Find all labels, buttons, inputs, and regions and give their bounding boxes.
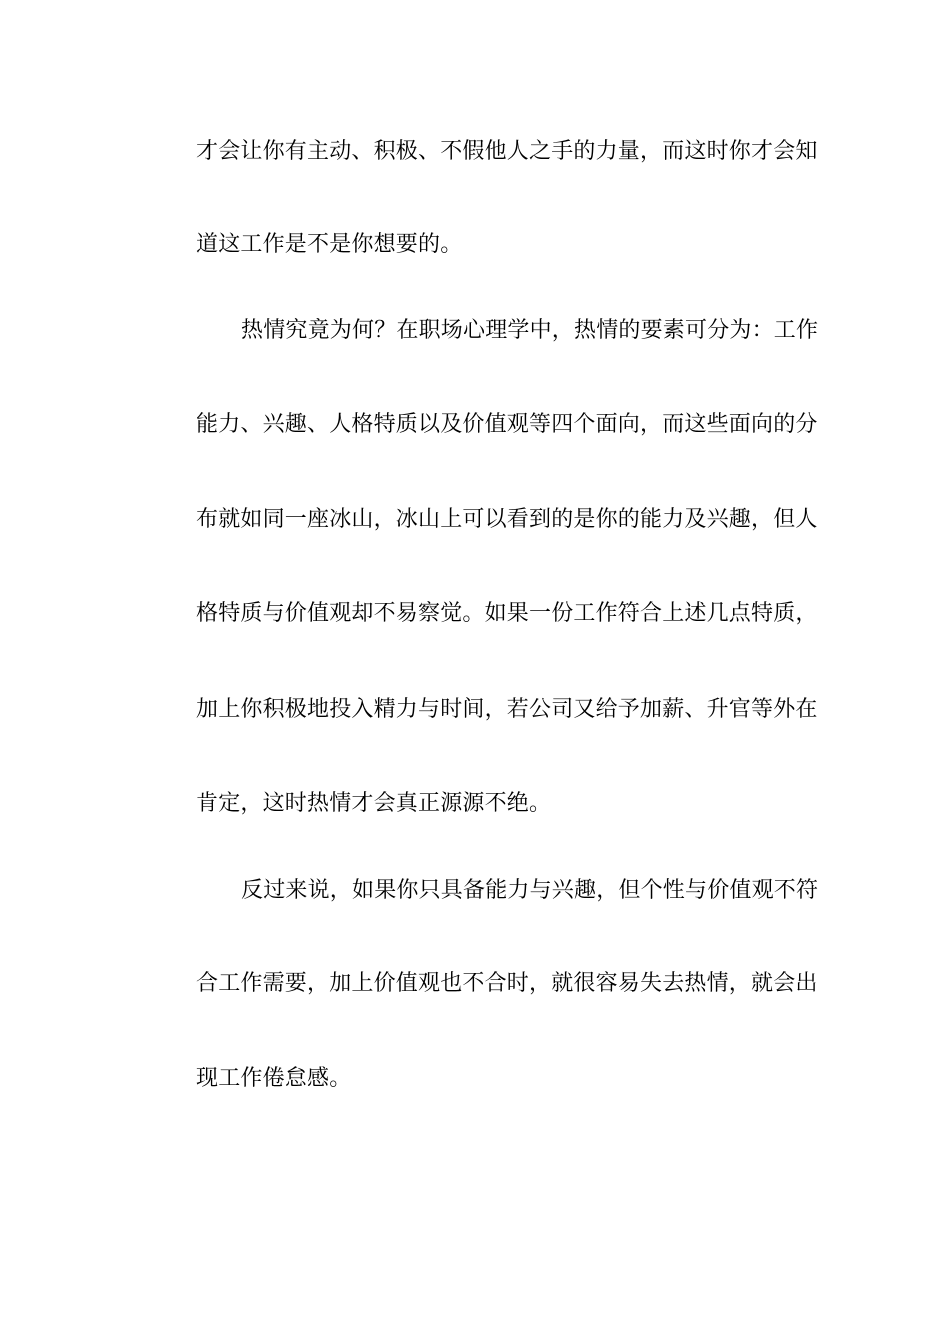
paragraph-line: 格特质与价值观却不易察觉。如果一份工作符合上述几点特质，: [196, 601, 818, 626]
paragraph-line: 肯定，这时热情才会真正源源不绝。: [196, 791, 552, 816]
paragraph-line: 能力、兴趣、人格特质以及价值观等四个面向，而这些面向的分: [196, 412, 818, 437]
paragraph-line: 道这工作是不是你想要的。: [196, 232, 463, 257]
paragraph-line: 才会让你有主动、积极、不假他人之手的力量，而这时你才会知: [196, 139, 818, 164]
paragraph-line: 合工作需要，加上价值观也不合时，就很容易失去热情，就会出: [196, 971, 818, 996]
paragraph-line: 加上你积极地投入精力与时间，若公司又给予加薪、升官等外在: [196, 697, 818, 722]
paragraph-line: 布就如同一座冰山，冰山上可以看到的是你的能力及兴趣，但人: [196, 507, 818, 532]
paragraph-line: 热情究竟为何？在职场心理学中，热情的要素可分为：工作: [241, 318, 819, 343]
paragraph-line: 反过来说，如果你只具备能力与兴趣，但个性与价值观不符: [241, 878, 819, 903]
paragraph-line: 现工作倦怠感。: [196, 1066, 352, 1091]
